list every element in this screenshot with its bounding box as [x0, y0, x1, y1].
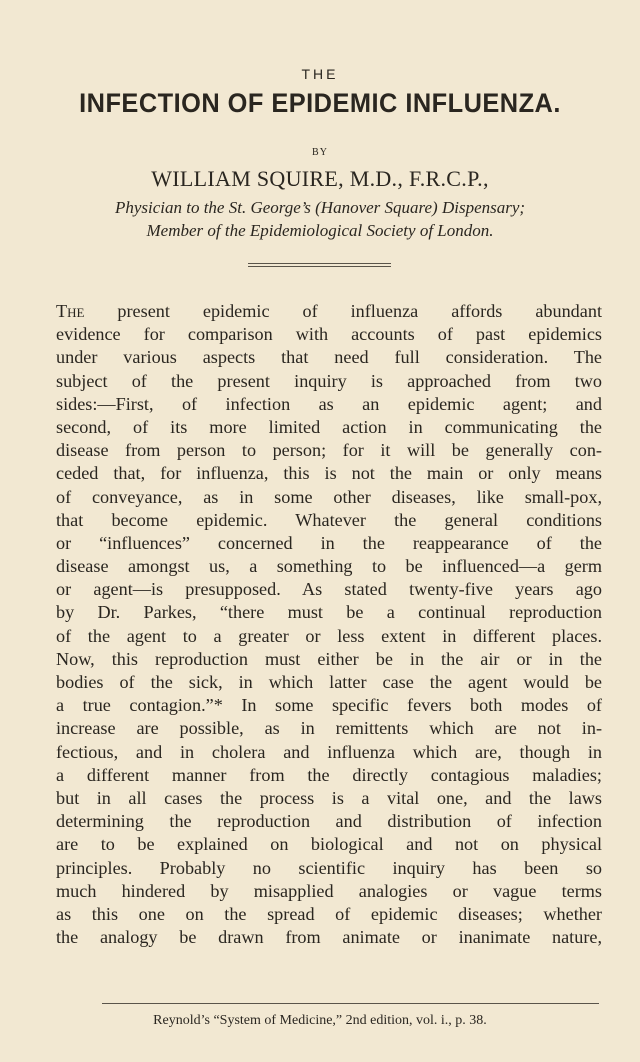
body-line: as this one on the spread of epidemic diseases; whether [56, 903, 602, 924]
body-line: under various aspects that need full consideration. The [56, 347, 602, 368]
body-line: that become epidemic. Whatever the general conditions [56, 509, 602, 530]
body-text [56, 300, 602, 949]
body-line: fectious, and in cholera and influenza which are, though in [56, 741, 602, 762]
body-line: but in all cases the process is a vital one, and the laws [56, 787, 602, 808]
body-line: disease from person to person; for it will be generally con- [56, 440, 602, 461]
author-affiliation-2: Member of the Epidemiological Society of London. [146, 221, 494, 240]
body-line: sides:—First, of infection as an epidemic agent; and [56, 393, 602, 414]
body-line: evidence for comparison with accounts of past epidemics [56, 324, 602, 345]
body-line: determining the reproduction and distribution of infection [56, 811, 602, 832]
body-line: much hindered by misapplied analogies or vague terms [56, 880, 602, 901]
body-line: by Dr. Parkes, “there must be a continual reproduction [56, 602, 602, 623]
body-line: of conveyance, as in some other diseases, like small-pox, [56, 486, 602, 507]
body-line: of the agent to a greater or less extent in different places. [56, 625, 602, 646]
body-line: are to be explained on biological and not on physical [56, 834, 602, 855]
lead-word: The [56, 301, 85, 321]
body-line: Now, this reproduction must either be in the air or in the [56, 648, 602, 669]
body-line: or “influences” concerned in the reappearance of the [56, 532, 602, 553]
body-line: principles. Probably no scientific inquiry has been so [56, 857, 602, 878]
header-rule-bottom [248, 266, 391, 267]
body-line: ceded that, for influenza, this is not the main or only means [56, 463, 602, 484]
header-rule-top [248, 263, 391, 264]
footnote-rule [102, 1003, 599, 1004]
body-line: bodies of the sick, in which latter case the agent would be [56, 672, 602, 692]
body-line: subject of the present inquiry is approached from two [56, 370, 602, 391]
author-name: WILLIAM SQUIRE, M.D., F.R.C.P., [151, 166, 489, 191]
pre-title: THE [301, 66, 339, 82]
body-line: increase are possible, as in remittents which are not in- [56, 718, 602, 739]
body-line: second, of its more limited action in communicating the [56, 416, 602, 437]
byline-by: BY [312, 147, 328, 158]
body-line: a true contagion.”* In some specific fevers both modes of [56, 695, 602, 716]
footnote: Reynold’s “System of Medicine,” 2nd edition, vol. i., p. 38. [153, 1013, 487, 1028]
article-title: INFECTION OF EPIDEMIC INFLUENZA. [79, 88, 561, 118]
body-line: a different manner from the directly contagious maladies; [56, 764, 602, 785]
body-line: disease amongst us, a something to be influenced—a germ [56, 556, 602, 577]
author-affiliation-1: Physician to the St. George’s (Hanover Square) Dispensary; [114, 198, 526, 217]
body-line: the analogy be drawn from animate or inanimate nature, [56, 927, 602, 948]
body-line: The present epidemic of influenza affords abundant [56, 301, 602, 321]
body-line: or agent—is presupposed. As stated twenty-five years ago [56, 579, 602, 600]
